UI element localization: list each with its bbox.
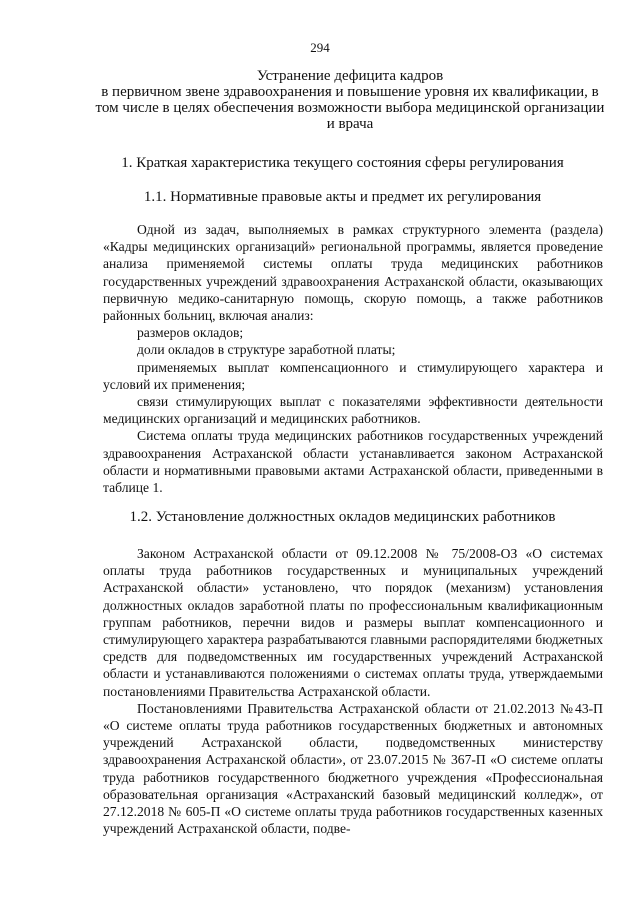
section-1-2-body [103, 545, 603, 837]
list-item: доли окладов в структуре заработной платы; [137, 342, 396, 358]
paragraph: Одной из задач, выполняемых в рамках структурного элемента (раздела) «Кадры медицинских организаций» региональной программы, является проведение анализа применяемой системы оплаты труда медицинских работников государственных учреждений здравоохранения Астраханской области, оказывающих первичную медико-санитарную помощь, скорую помощь, а также работников районных больниц, включая анализ: [103, 222, 603, 324]
title-line: том числе в целях обеспечения возможности выбора медицинской организации [95, 100, 605, 116]
page-number: 294 [310, 40, 330, 55]
title-line: и врача [326, 116, 374, 132]
section-1-1-body [103, 221, 603, 496]
paragraph: Законом Астраханской области от 09.12.2008 № 75/2008-ОЗ «О системах оплаты труда работников государственных и муниципальных учреждений Астраханской области» установлено, что порядок (механизм) установления должностных окладов заработной платы по профессиональным квалификационным группам работников, перечни видов и размеры выплат компенсационного и стимулирующего характера разрабатываются главными распорядителями бюджетных средств для подведомственных им государственных учреждений Астраханской области и устанавливаются положениями о системах оплаты труда, утверждаемыми постановлениями Правительства Астраханской области. [103, 546, 603, 699]
title-line: Устранение дефицита кадров [256, 68, 444, 84]
paragraph: Постановлениями Правительства Астраханской области от 21.02.2013 №43-П «О системе оплаты труда работников государственных бюджетных и автономных учреждений Астраханской области, подведомственных министерству здравоохранения Астраханской области», от 23.07.2015 № 367-П «О системе оплаты труда работников государственного бюджетного учреждения «Профессиональная образовательная организация «Астраханский базовый медицинский колледж», от 27.12.2018 № 605-П «О системе оплаты труда работников государственных казенных учреждений Астраханской области, подве- [103, 700, 603, 837]
section-1-heading: 1. Краткая характеристика текущего состояния сферы регулирования [121, 155, 564, 171]
document-title [95, 68, 605, 132]
paragraph: Система оплаты труда медицинских работников государственных учреждений здравоохранения Астраханской области устанавливается законом Астраханской области и нормативными правовыми актами Астраханской области, приведенными в таблице 1. [103, 428, 603, 496]
title-line: в первичном звене здравоохранения и повышение уровня их квалификации, в [101, 84, 599, 100]
section-1-2-heading: 1.2. Установление должностных окладов медицинских работников [129, 509, 556, 525]
section-1-1-heading: 1.1. Нормативные правовые акты и предмет их регулирования [143, 189, 542, 205]
list-item: связи стимулирующих выплат с показателями эффективности деятельности медицинских организаций и медицинских работников. [103, 394, 603, 427]
list-item: применяемых выплат компенсационного и стимулирующего характера и условий их применения; [103, 359, 603, 392]
list-item: размеров окладов; [137, 325, 244, 341]
